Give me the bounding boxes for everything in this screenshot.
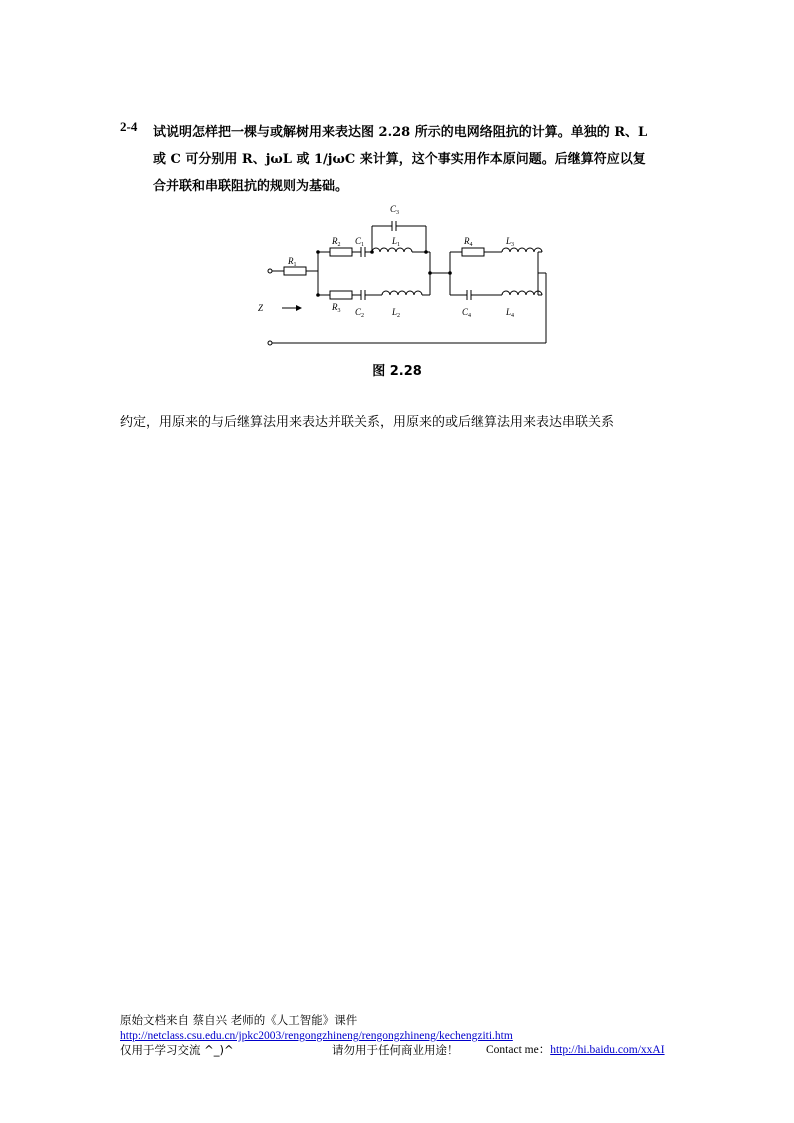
source-link[interactable]: http://netclass.csu.edu.cn/jpkc2003/rengongzhineng/rengongzhineng/kechengziti.htm	[120, 1030, 513, 1042]
label-l2: $L_2$	[392, 307, 401, 319]
label-c2: $C_2$	[355, 307, 365, 319]
label-c1: $C_1$	[355, 236, 365, 248]
label-l3: $L_3$	[506, 236, 515, 248]
contact-link[interactable]: http://hi.baidu.com/xxAI	[550, 1044, 665, 1056]
label-z: Z	[258, 303, 264, 313]
footer-source: 原始文档来自 蔡自兴 老师的《人工智能》课件	[120, 1013, 358, 1027]
label-c4: $C_4$	[462, 307, 472, 319]
label-l1: $L_1$	[392, 236, 401, 248]
problem-number: 2-4	[120, 119, 138, 134]
footer-contact	[486, 1043, 665, 1058]
figure-caption: 图 2.28	[372, 364, 422, 379]
circuit-figure	[258, 198, 558, 348]
contact-label: Contact me：	[486, 1044, 551, 1056]
problem-line: 或 C 可分别用 R、jωL 或 1/jωC 来计算，这个事实用作本原问题。后继算符应以复	[153, 152, 646, 167]
label-r2: $R_2$	[332, 236, 341, 248]
footer-note-mid: 请勿用于任何商业用途！	[332, 1043, 459, 1057]
answer-text: 约定，用原来的与后继算法用来表达并联关系，用原来的或后继算法用来表达串联关系	[120, 415, 615, 430]
footer-url-row	[120, 1028, 680, 1043]
label-r1: $R_1$	[288, 256, 297, 268]
problem-line: 试说明怎样把一棵与或解树用来表达图 2.28 所示的电网络阻抗的计算。单独的 R、L	[153, 125, 648, 140]
label-c3: $C_3$	[390, 204, 400, 216]
problem-line: 合并联和串联阻抗的规则为基础。	[153, 179, 349, 194]
footer	[120, 1013, 680, 1058]
footer-notes	[120, 1043, 680, 1058]
problem-text	[153, 119, 678, 200]
footer-note-left: 仅用于学习交流 ^_)^	[120, 1043, 234, 1057]
label-r3: $R_3$	[332, 302, 341, 314]
label-l4: $L_4$	[506, 307, 515, 319]
circuit-diagram	[258, 198, 558, 348]
label-r4: $R_4$	[464, 236, 473, 248]
